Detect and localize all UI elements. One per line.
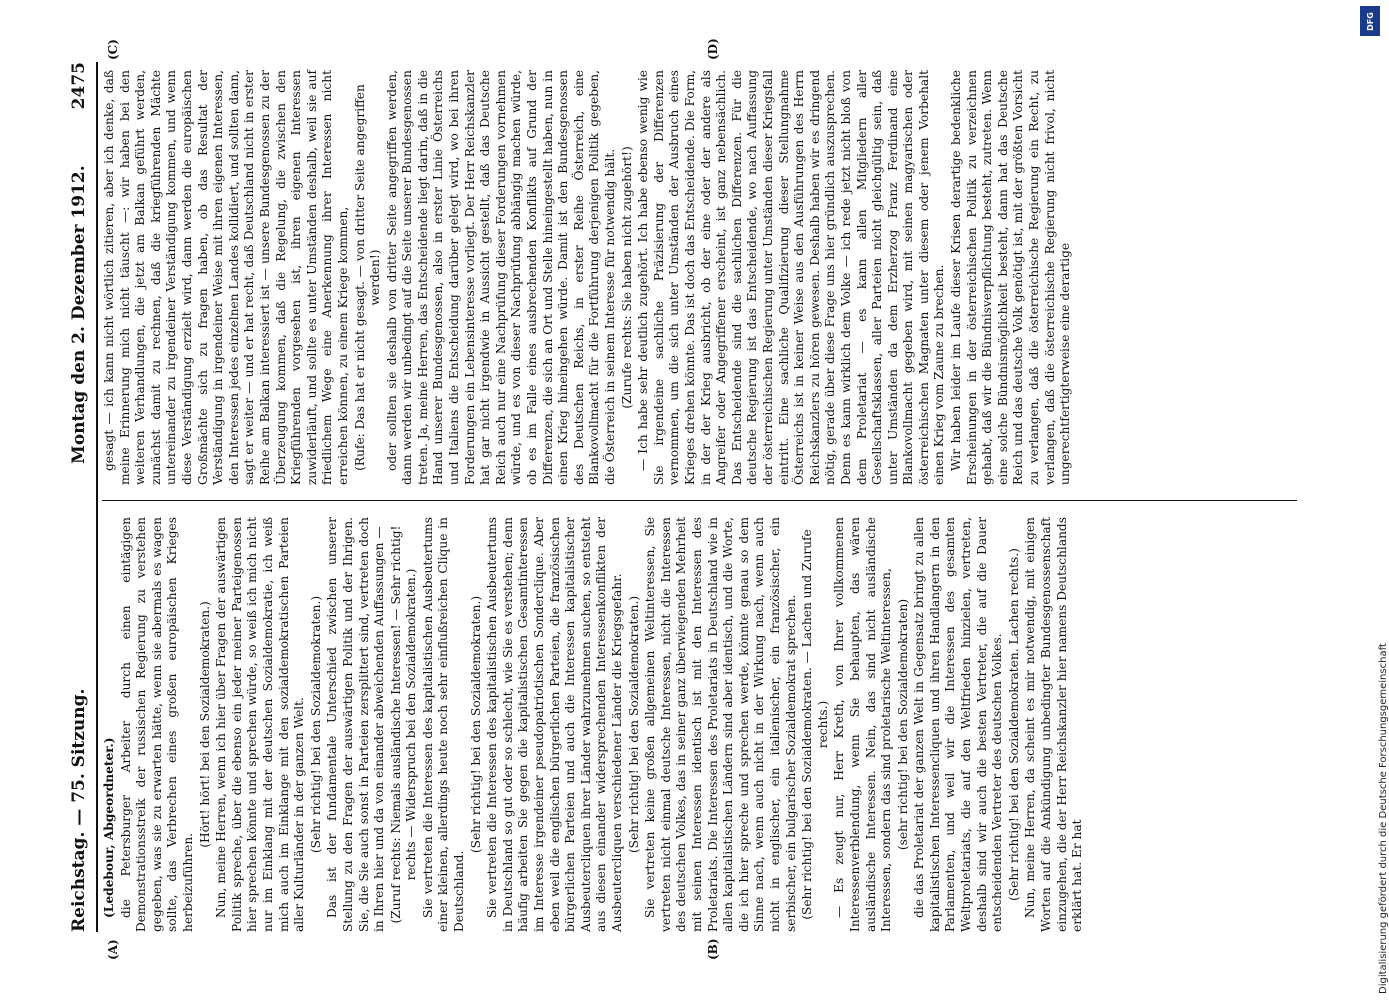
credit-text: Digitalisierung gefördert durch die Deutsche Forschungsgemeinschaft xyxy=(1378,643,1389,994)
paragraph: oder sollten sie deshalb von dritter Seite angegriffen werden, dann werden wir unbedingt auf die Seite unserer Bundesgenossen treten. Ja, meine Herren, das Entscheidende liegt darin, daß in die Hand unserer Bundesgenossen, also in erster Linie Österreichs und Italiens die Entscheidung darüber gelegt wird, wo bei ihren Forderungen ein Lebensinteresse vorliegt. Der Herr Reichskanzler hat gar nicht irgendwie in Aussicht gestellt, daß das Deutsche Reich auch nur eine Nachprüfung dieser Forderungen vornehmen würde, und es von dieser Nachprüfung abhängig machen würde, ob es im Falle eines ausbrechenden Konflikts auf Grund der Differenzen, die sich an Ort und Stelle hineingestellt haben, nun in einen Krieg hineingehen würde. Damit ist den Bundesgenossen des Deutschen Reichs, in erster Reihe Österreich, eine Blankovollmacht für die Fortführung derjenigen Politik gegeben, die Österreich in seinem Interesse für notwendig hält. xyxy=(384,70,617,485)
paragraph: die Petersburger Arbeiter durch einen eintägigen Demonstrationsstreik der russischen Regierung zu verstehen gegeben, was sie zu erwarten hätte, wenn sie abermals es wagen sollte, das Verbrechen eines großen europäischen Krieges herbeizuführen. xyxy=(118,517,195,932)
margin-marker-b: (B) xyxy=(706,938,720,960)
interjection: (Zurufe rechts: Sie haben nicht zugehört!) xyxy=(619,146,634,409)
interjection: (Zuruf rechts: Niemals ausländische Interessen! — Sehr richtig! rechts — Widerspruch bei den Sozialdemokraten.) xyxy=(388,525,419,924)
margin-marker-c: (C) xyxy=(106,39,120,60)
interjection: (Sehr richtig! bei den Sozialdemokraten.) xyxy=(626,595,641,854)
paragraph: Sie vertreten die Interessen des kapitalistischen Ausbeutertums einer kleinen, allerdings heute noch sehr einflußreichen Clique in Deutschland. xyxy=(420,517,467,932)
paragraph: — Ich habe sehr deutlich zugehört. Ich habe ebenso wenig wie Sie irgendeine sachliche Präzisierung der Differenzen vernommen, um die sich unter Umständen der Ausbruch eines Krieges drehen könnte. Das ist doch das Entscheidende. Die Form, in der der Krieg ausbricht, ob der eine oder der andere als Angreifer oder Angegriffener erscheint, ist ganz nebensächlich. Das Entscheidende sind die sachlichen Differenzen. Für die deutsche Regierung ist das Entscheidende, wo nach Auffassung der österreichischen Regierung unter Umständen dieser Kriegsfall eintritt. Eine sachliche Qualifizierung dieser Stellungnahme Österreichs ist in keiner Weise aus den Ausführungen des Herrn Reichskanzlers zu hören gewesen. Deshalb haben wir es dringend nötig, gerade über diese Frage uns hier gründlich auszusprechen. Denn es kann wirklich dem Volke — ich rede jetzt nicht bloß von dem Proletariat — es kann allen Mitgliedern aller Gesellschaftsklassen, aller Parteien nicht gleichgültig sein, daß unter Umständen da dem Erzherzog Franz Ferdinand eine Blankovollmacht gegeben wird, mit seinen magyarischen oder österreichischen Magnaten unter diesem oder jenem Vorbehalt einen Krieg vom Zaune zu brechen. xyxy=(636,70,947,485)
interjection: (Rufe: Das hat er nicht gesagt. — von dritter Seite angegriffen werden!) xyxy=(352,84,383,471)
interjection: (Sehr richtig! bei den Sozialdemokraten.) xyxy=(308,595,323,854)
paragraph: Das ist der fundamentale Unterschied zwischen unserer Stellung zu den Fragen der auswärtigen Politik und der Ihrigen. Sie, die Sie auch sonst in Parteien zersplittert sind, vertreten doch in Ihren hier und da von einander abweichenden Auffassungen — xyxy=(325,517,387,932)
paragraph: — Es zeugt nur, Herr Kreth, von Ihrer vollkommenen Interessenverblendung, wenn Sie behaupten, das wären ausländische Interessen. Nein, das sind nicht ausländische Interessen, sondern das sind proletarische Weltinteressen, xyxy=(832,517,894,932)
interjection: (Hört! hört! bei den Sozialdemokraten.) xyxy=(197,601,212,848)
digitization-credit xyxy=(1352,10,1389,994)
interjection: (Sehr richtig! bei den Sozialdemokraten. — Lachen und Zurufe rechts.) xyxy=(800,529,830,920)
paragraph: Sie vertreten keine großen allgemeinen Weltinteressen, Sie vertreten nicht einmal deutsche Interessen, nicht die Interessen des deutschen Volkes, das in seiner ganz überwiegenden Mehrheit mit seinen Interessen identisch ist mit den Interessen des Proletariats. Die Interessen des Proletariats in Deutschland wie in allen kapitalistischen Ländern sind aber identisch, und die Worte, die ich hier spreche und sprechen werde, könnte genau so dem Sinne nach, wenn auch nicht in der Wirkung nach, wenn auch nicht in englischer, ein italienischer, ein französischer, ein serbischer, ein bulgarischer Sozialdemokrat sprechen. xyxy=(643,517,798,932)
paragraph: Sie vertreten die Interessen des kapitalistischen Ausbeutertums in Deutschland so gut oder so schlecht, wie Sie es verstehen; denn häufig arbeiten Sie gegen die kapitalistischen Gesamtinteressen im Interesse irgendeiner pseudopatriotischen Sonderclique. Aber eben weil die englischen bürgerlichen Parteien, die französischen bürgerlichen Parteien und auch die Interessen kapitalistischer Ausbeutercliquen ihrer Länder wahrzunehmen suchen, so entsteht aus diesen einander widersprechenden Interessenkonflikten der Ausbeutercliquen verschiedener Länder die Kriegsgefahr. xyxy=(485,517,624,932)
dfg-logo: DFG xyxy=(1360,6,1380,36)
margin-marker-a: (A) xyxy=(106,939,120,960)
speaker-line: (Ledebour, Abgeordneter.) xyxy=(102,737,116,918)
interjection: (Sehr richtig! bei den Sozialdemokraten.) xyxy=(468,595,483,854)
page-header xyxy=(66,62,92,932)
column-divider xyxy=(102,500,1297,501)
paragraph: Wir haben leider im Laufe dieser Krisen derartige bedenkliche Erscheinungen in der österreichischen Politik zu verzeichnen gehabt, daß wir die Bündnisverpflichtung besteht, zutreten. Wenn eine solche Bündnismöglichkeit besteht, dann hat das Deutsche Reich und das deutsche Volk genötigt ist, mit der größten Vorsicht zu verlangen, daß die österreichische Regierung ein Recht, zu verlangen, daß die österreichische Regierung nicht frivol, nicht ungerechtfertigterweise eine derartige xyxy=(949,70,1073,485)
paragraph: Nun, meine Herren, wenn ich hier über Fragen der auswärtigen Politik spreche, über die ebenso ein jeder meiner Parteigenossen hier sprechen könnte und sprechen würde, so weiß ich mich nicht nur im Einklang mit der deutschen Sozialdemokratie, ich weiß mich auch im Einklange mit den sozialdemokratischen Parteien aller Kulturländer in der ganzen Welt. xyxy=(214,517,307,932)
header-left: Reichstag. — 75. Sitzung. xyxy=(69,688,89,932)
header-rule xyxy=(96,62,98,932)
right-column xyxy=(102,70,1297,485)
rotated-page xyxy=(66,38,1308,960)
paragraph: die das Proletariat der ganzen Welt in Gegensatz bringt zu allen kapitalistischen Interessencliquen und ihren Handlangern in den Parlamenten, und weil wir die Interessen des gesamten Weltproletariats, die auf den Weltfrieden hinzielen, vertreten, deshalb sind wir auch die besten Vertreter, die auf die Dauer entscheidenden Vertreter des deutschen Volkes. xyxy=(912,517,1005,932)
paragraph: gesagt — ich kann nicht wörtlich zitieren, aber ich denke, daß meine Erinnerung mich nicht täuscht —: wir haben bei den weiteren Verhandlungen, die jetzt am Balkan geführt werden, zunächst damit zu rechnen, daß die kriegführenden Mächte untereinander zu irgendeiner Verständigung kommen, und wenn diese Verständigung erzielt wird, dann werden die europäischen Großmächte sich zu fragen haben, ob das Resultat der Verständigung in irgendeiner Weise mit ihren eigenen Interessen, den Interessen jedes einzelnen Landes kollidiert, und sollten dann, sagt er weiter — und er hat recht, daß Deutschland nicht in erster Reihe am Balkan interessiert ist — unsere Bundesgenossen zu der Überzeugung kommen, daß die Regelung, die zwischen den Kriegführenden vorgesehen ist, ihren eigenen Interessen zuwiderläuft, und sollte es unter Umständen deshalb, weil sie auf friedlichem Wege eine Anerkennung ihrer Interessen nicht erreichen können, zu einem Kriege kommen, xyxy=(102,70,350,485)
page-number: 2475 xyxy=(69,62,89,110)
interjection: (Sehr richtig! bei den Sozialdemokraten. Lachen rechts.) xyxy=(1006,548,1021,901)
header-date: Montag den 2. Dezember 1912. xyxy=(69,165,89,464)
left-column xyxy=(102,517,1297,932)
interjection: (sehr richtig! bei den Sozialdemokraten) xyxy=(895,598,910,851)
margin-marker-d: (D) xyxy=(706,38,720,60)
paragraph: Nun, meine Herren, da scheint es mir notwendig, mit einigen Worten auf die Ankündigung unbedingter Bundesgenossenschaft einzugehen, die der Herr Reichskanzler hier namens Deutschlands erklärt hat. Er hat xyxy=(1023,517,1085,932)
